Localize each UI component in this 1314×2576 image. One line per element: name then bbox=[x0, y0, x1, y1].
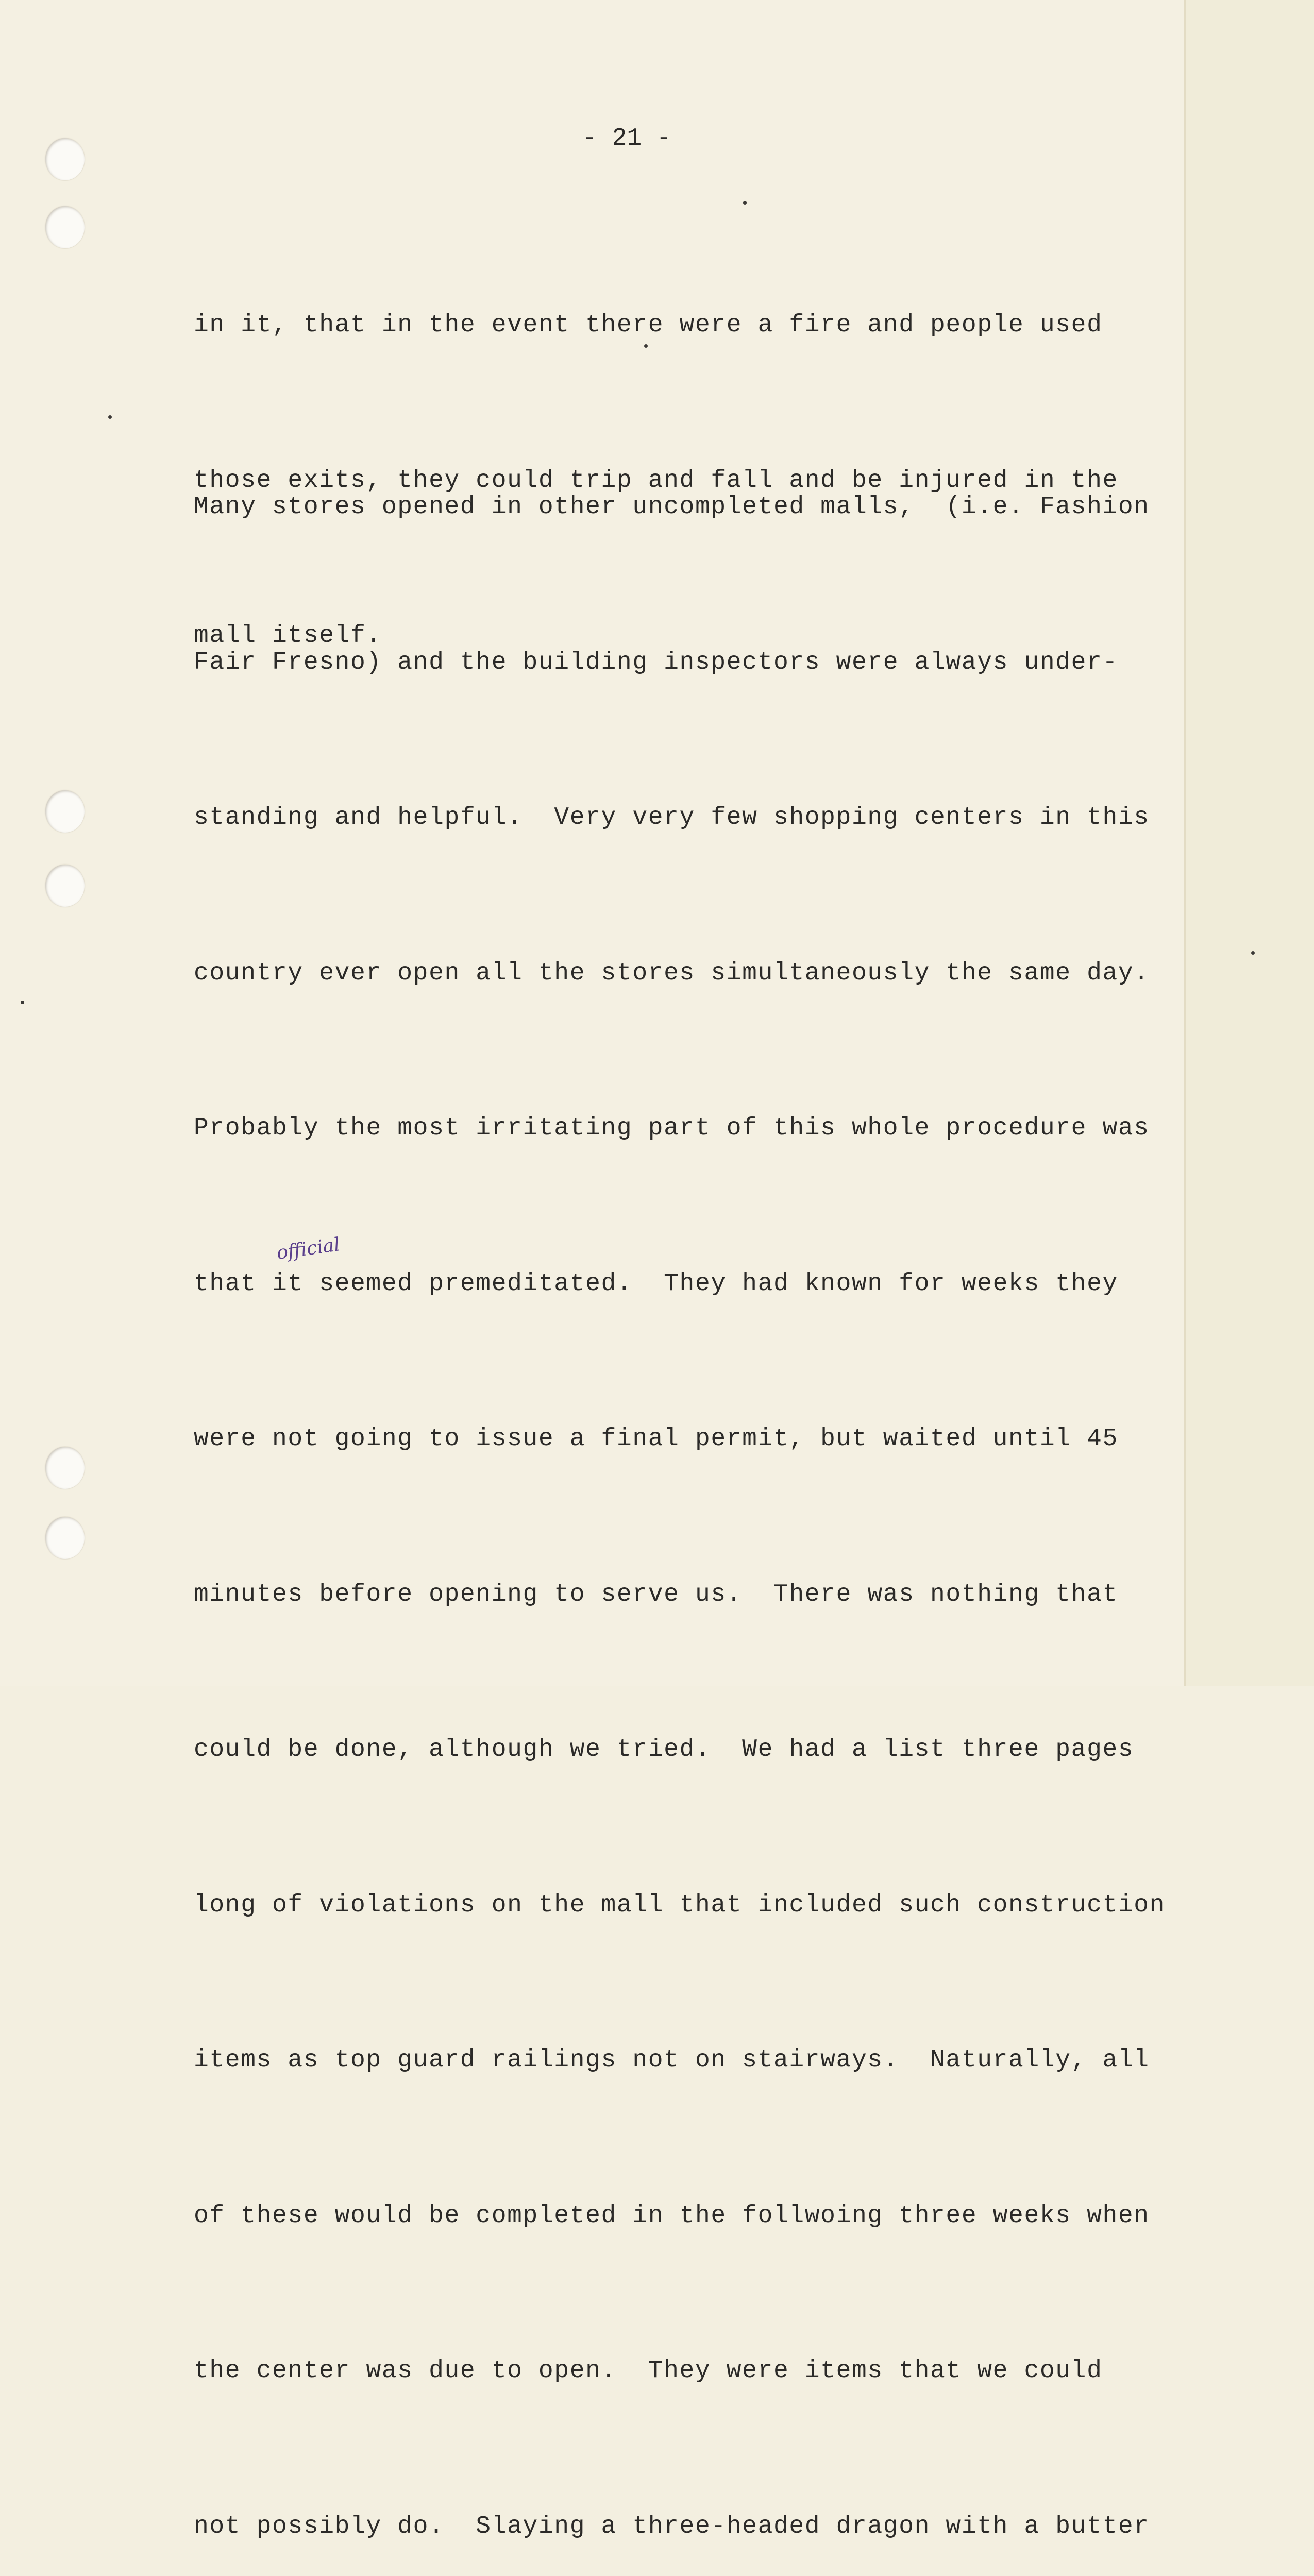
text-line: Fair Fresno) and the building inspectors were always under- bbox=[194, 648, 1118, 676]
text-line: the center was due to open. They were items that we could bbox=[194, 2357, 1103, 2385]
text-line: those exits, they could trip and fall and be injured in the bbox=[194, 466, 1118, 495]
text-line: country ever open all the stores simultaneously the same day. bbox=[194, 959, 1150, 987]
page-number: - 21 - bbox=[582, 125, 671, 152]
text-line: in it, that in the event there were a fire and people used bbox=[194, 311, 1103, 339]
text-line: mall itself. bbox=[194, 622, 382, 650]
text-line: were not going to issue a final permit, but waited until 45 bbox=[194, 1425, 1118, 1453]
page-edge bbox=[1184, 0, 1314, 1686]
binder-hole-icon bbox=[45, 790, 85, 833]
binder-hole-icon bbox=[45, 1517, 85, 1559]
handwritten-annotation: official bbox=[275, 1234, 342, 1264]
text-line: items as top guard railings not on stairways. Naturally, all bbox=[194, 2046, 1150, 2074]
text-line: standing and helpful. Very very few shopping centers in this bbox=[194, 804, 1150, 832]
text-line: of these would be completed in the follwoing three weeks when bbox=[194, 2201, 1150, 2230]
binder-hole-icon bbox=[45, 138, 85, 180]
speck bbox=[644, 344, 648, 348]
speck bbox=[743, 201, 747, 205]
text-line: that it seemed premeditated. They had known for weeks they bbox=[194, 1269, 1118, 1298]
binder-hole-icon bbox=[45, 1447, 85, 1489]
text-line: could be done, although we tried. We had a list three pages bbox=[194, 1736, 1134, 1764]
speck bbox=[1251, 951, 1255, 955]
text-line: long of violations on the mall that included such construction bbox=[194, 1891, 1166, 1919]
paragraph-2 bbox=[194, 378, 1181, 2576]
text-line: Probably the most irritating part of this whole procedure was bbox=[194, 1114, 1150, 1142]
text-line: Many stores opened in other uncompleted malls, (i.e. Fashion bbox=[194, 493, 1150, 521]
text-line: not possibly do. Slaying a three-headed dragon with a butter bbox=[194, 2512, 1150, 2540]
binder-hole-icon bbox=[45, 206, 85, 248]
binder-hole-icon bbox=[45, 865, 85, 907]
speck bbox=[108, 415, 112, 419]
speck bbox=[21, 1001, 24, 1004]
text-line: minutes before opening to serve us. There was nothing that bbox=[194, 1580, 1118, 1608]
